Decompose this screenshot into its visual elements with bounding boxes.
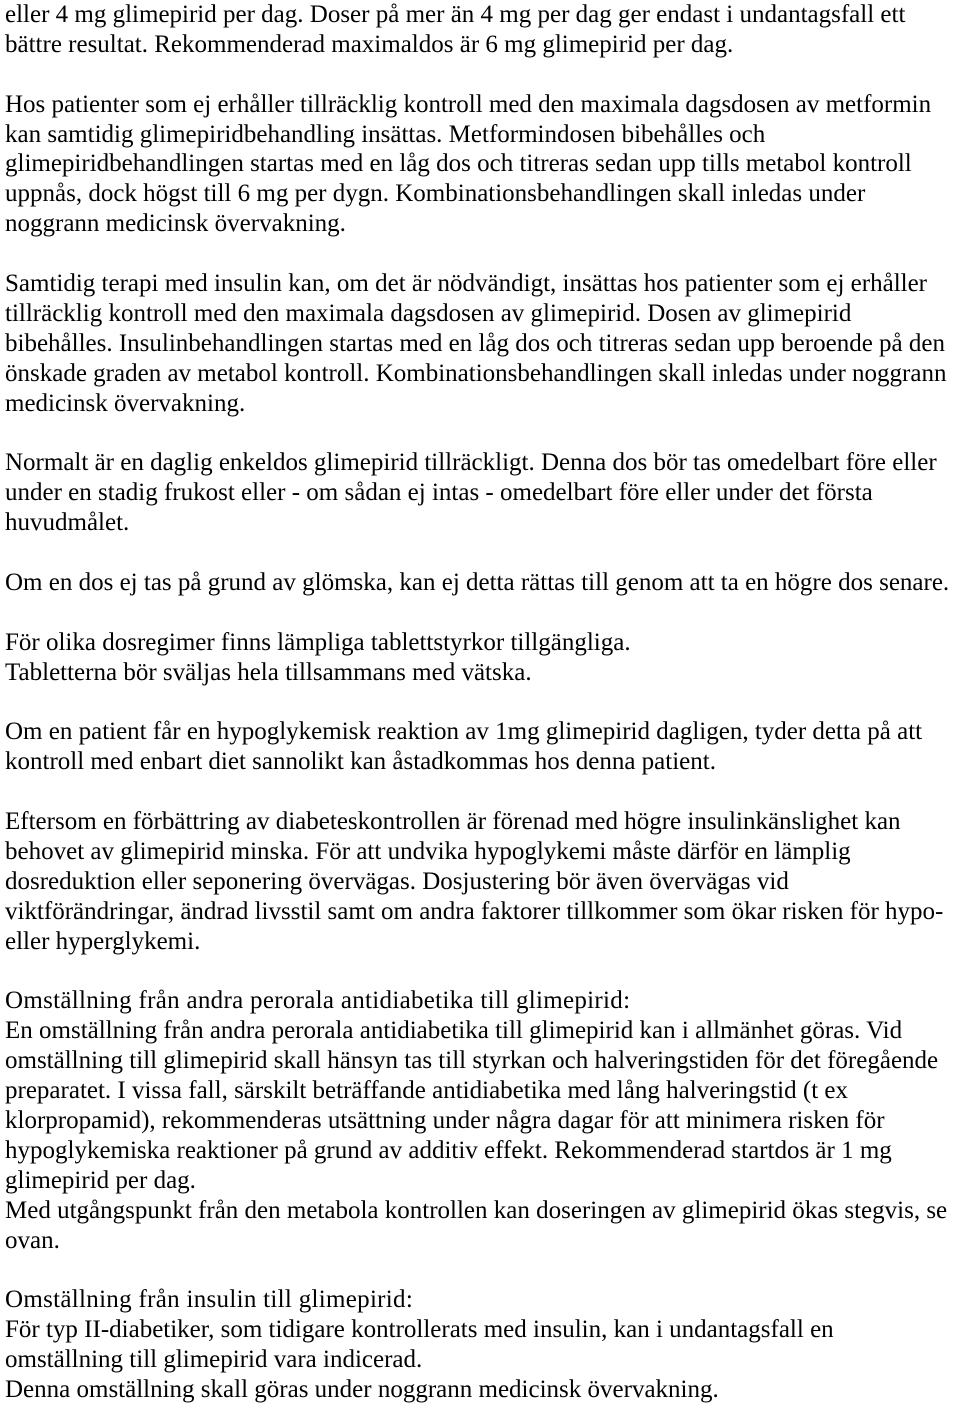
text-line: uppnås, dock högst till 6 mg per dygn. Kombinationsbehandlingen skall inledas under <box>5 180 866 208</box>
text-line: bibehålles. Insulinbehandlingen startas med en låg dos och titreras sedan upp beroende på den <box>5 329 945 357</box>
text-line: under en stadig frukost eller - om sådan ej intas - omedelbart före eller under det första <box>5 479 873 507</box>
text-line: För olika dosregimer finns lämpliga tablettstyrkor tillgängliga. <box>5 628 631 656</box>
text-line: önskade graden av metabol kontroll. Kombinationsbehandlingen skall inledas under noggrann <box>5 359 947 387</box>
text-line: eller 4 mg glimepirid per dag. Doser på mer än 4 mg per dag ger endast i undantagsfall ett <box>5 1 906 28</box>
text-line: kan samtidig glimepiridbehandling insättas. Metformindosen bibehålles och <box>5 120 766 148</box>
paragraph-tablet-strengths <box>5 628 960 688</box>
text-line: Normalt är en daglig enkeldos glimepirid tillräckligt. Denna dos bör tas omedelbart före eller <box>5 449 937 477</box>
paragraph-metformin-combination <box>5 90 960 239</box>
text-line: noggrann medicinsk övervakning. <box>5 210 346 238</box>
text-line: omställning till glimepirid vara indicerad. <box>5 1346 423 1374</box>
text-line: Eftersom en förbättring av diabeteskontrollen är förenad med högre insulinkänslighet kan <box>5 808 901 836</box>
text-line: hypoglykemiska reaktioner på grund av additiv effekt. Rekommenderad startdos är 1 mg <box>5 1136 892 1164</box>
text-line: omställning till glimepirid skall hänsyn tas till styrkan och halveringstiden för det föregående <box>5 1047 939 1075</box>
paragraph-insulin-combination <box>5 269 960 418</box>
text-line: tillräcklig kontroll med den maximala dagsdosen av glimepirid. Dosen av glimepirid <box>5 299 852 327</box>
section-heading: Omställning från andra perorala antidiabetika till glimepirid: <box>5 987 631 1015</box>
paragraph-missed-dose <box>5 568 960 598</box>
text-line: För typ II-diabetiker, som tidigare kontrollerats med insulin, kan i undantagsfall en <box>5 1316 834 1344</box>
text-line: En omställning från andra perorala antidiabetika till glimepirid kan i allmänhet göras. Vid <box>5 1017 903 1045</box>
section-switch-from-oral-antidiabetics <box>5 986 960 1255</box>
paragraph-daily-dose <box>5 448 960 538</box>
text-line: klorpropamid), rekommenderas utsättning under några dagar för att minimera risken för <box>5 1106 885 1134</box>
paragraph-hypoglycemic-reaction <box>5 717 960 777</box>
text-line: Tabletterna bör sväljas hela tillsammans med vätska. <box>5 658 532 686</box>
text-line: bättre resultat. Rekommenderad maximaldos är 6 mg glimepirid per dag. <box>5 30 734 58</box>
text-line: dosreduktion eller seponering övervägas. Dosjustering bör även övervägas vid <box>5 867 789 895</box>
text-line: Om en dos ej tas på grund av glömska, kan ej detta rättas till genom att ta en högre dos senare. <box>5 568 950 596</box>
text-line: Denna omställning skall göras under noggrann medicinsk övervakning. <box>5 1375 719 1403</box>
text-line: huvudmålet. <box>5 509 130 537</box>
text-line: ovan. <box>5 1226 60 1254</box>
text-line: Hos patienter som ej erhåller tillräcklig kontroll med den maximala dagsdosen av metformin <box>5 90 932 118</box>
text-line: preparatet. I vissa fall, särskilt beträffande antidiabetika med lång halveringstid (t ex <box>5 1077 848 1105</box>
paragraph-dose-reduction <box>5 807 960 956</box>
paragraph-dose-maximum <box>5 0 960 60</box>
text-line: kontroll med enbart diet sannolikt kan åstadkommas hos denna patient. <box>5 748 716 776</box>
section-switch-from-insulin <box>5 1285 960 1405</box>
text-line: behovet av glimepirid minska. För att undvika hypoglykemi måste därför en lämplig <box>5 837 851 865</box>
text-line: Om en patient får en hypoglykemisk reaktion av 1mg glimepirid dagligen, tyder detta på att <box>5 718 923 746</box>
text-line: Samtidig terapi med insulin kan, om det är nödvändigt, insättas hos patienter som ej erhåller <box>5 270 928 298</box>
text-line: Med utgångspunkt från den metabola kontrollen kan doseringen av glimepirid ökas stegvis, se <box>5 1196 948 1224</box>
text-line: glimepiridbehandlingen startas med en låg dos och titreras sedan upp tills metabol kontroll <box>5 150 912 178</box>
text-line: medicinsk övervakning. <box>5 389 246 417</box>
text-line: glimepirid per dag. <box>5 1166 196 1194</box>
section-heading: Omställning från insulin till glimepirid: <box>5 1286 414 1314</box>
text-line: eller hyperglykemi. <box>5 927 201 955</box>
text-line: viktförändringar, ändrad livsstil samt om andra faktorer tillkommer som ökar risken för hypo- <box>5 897 944 925</box>
